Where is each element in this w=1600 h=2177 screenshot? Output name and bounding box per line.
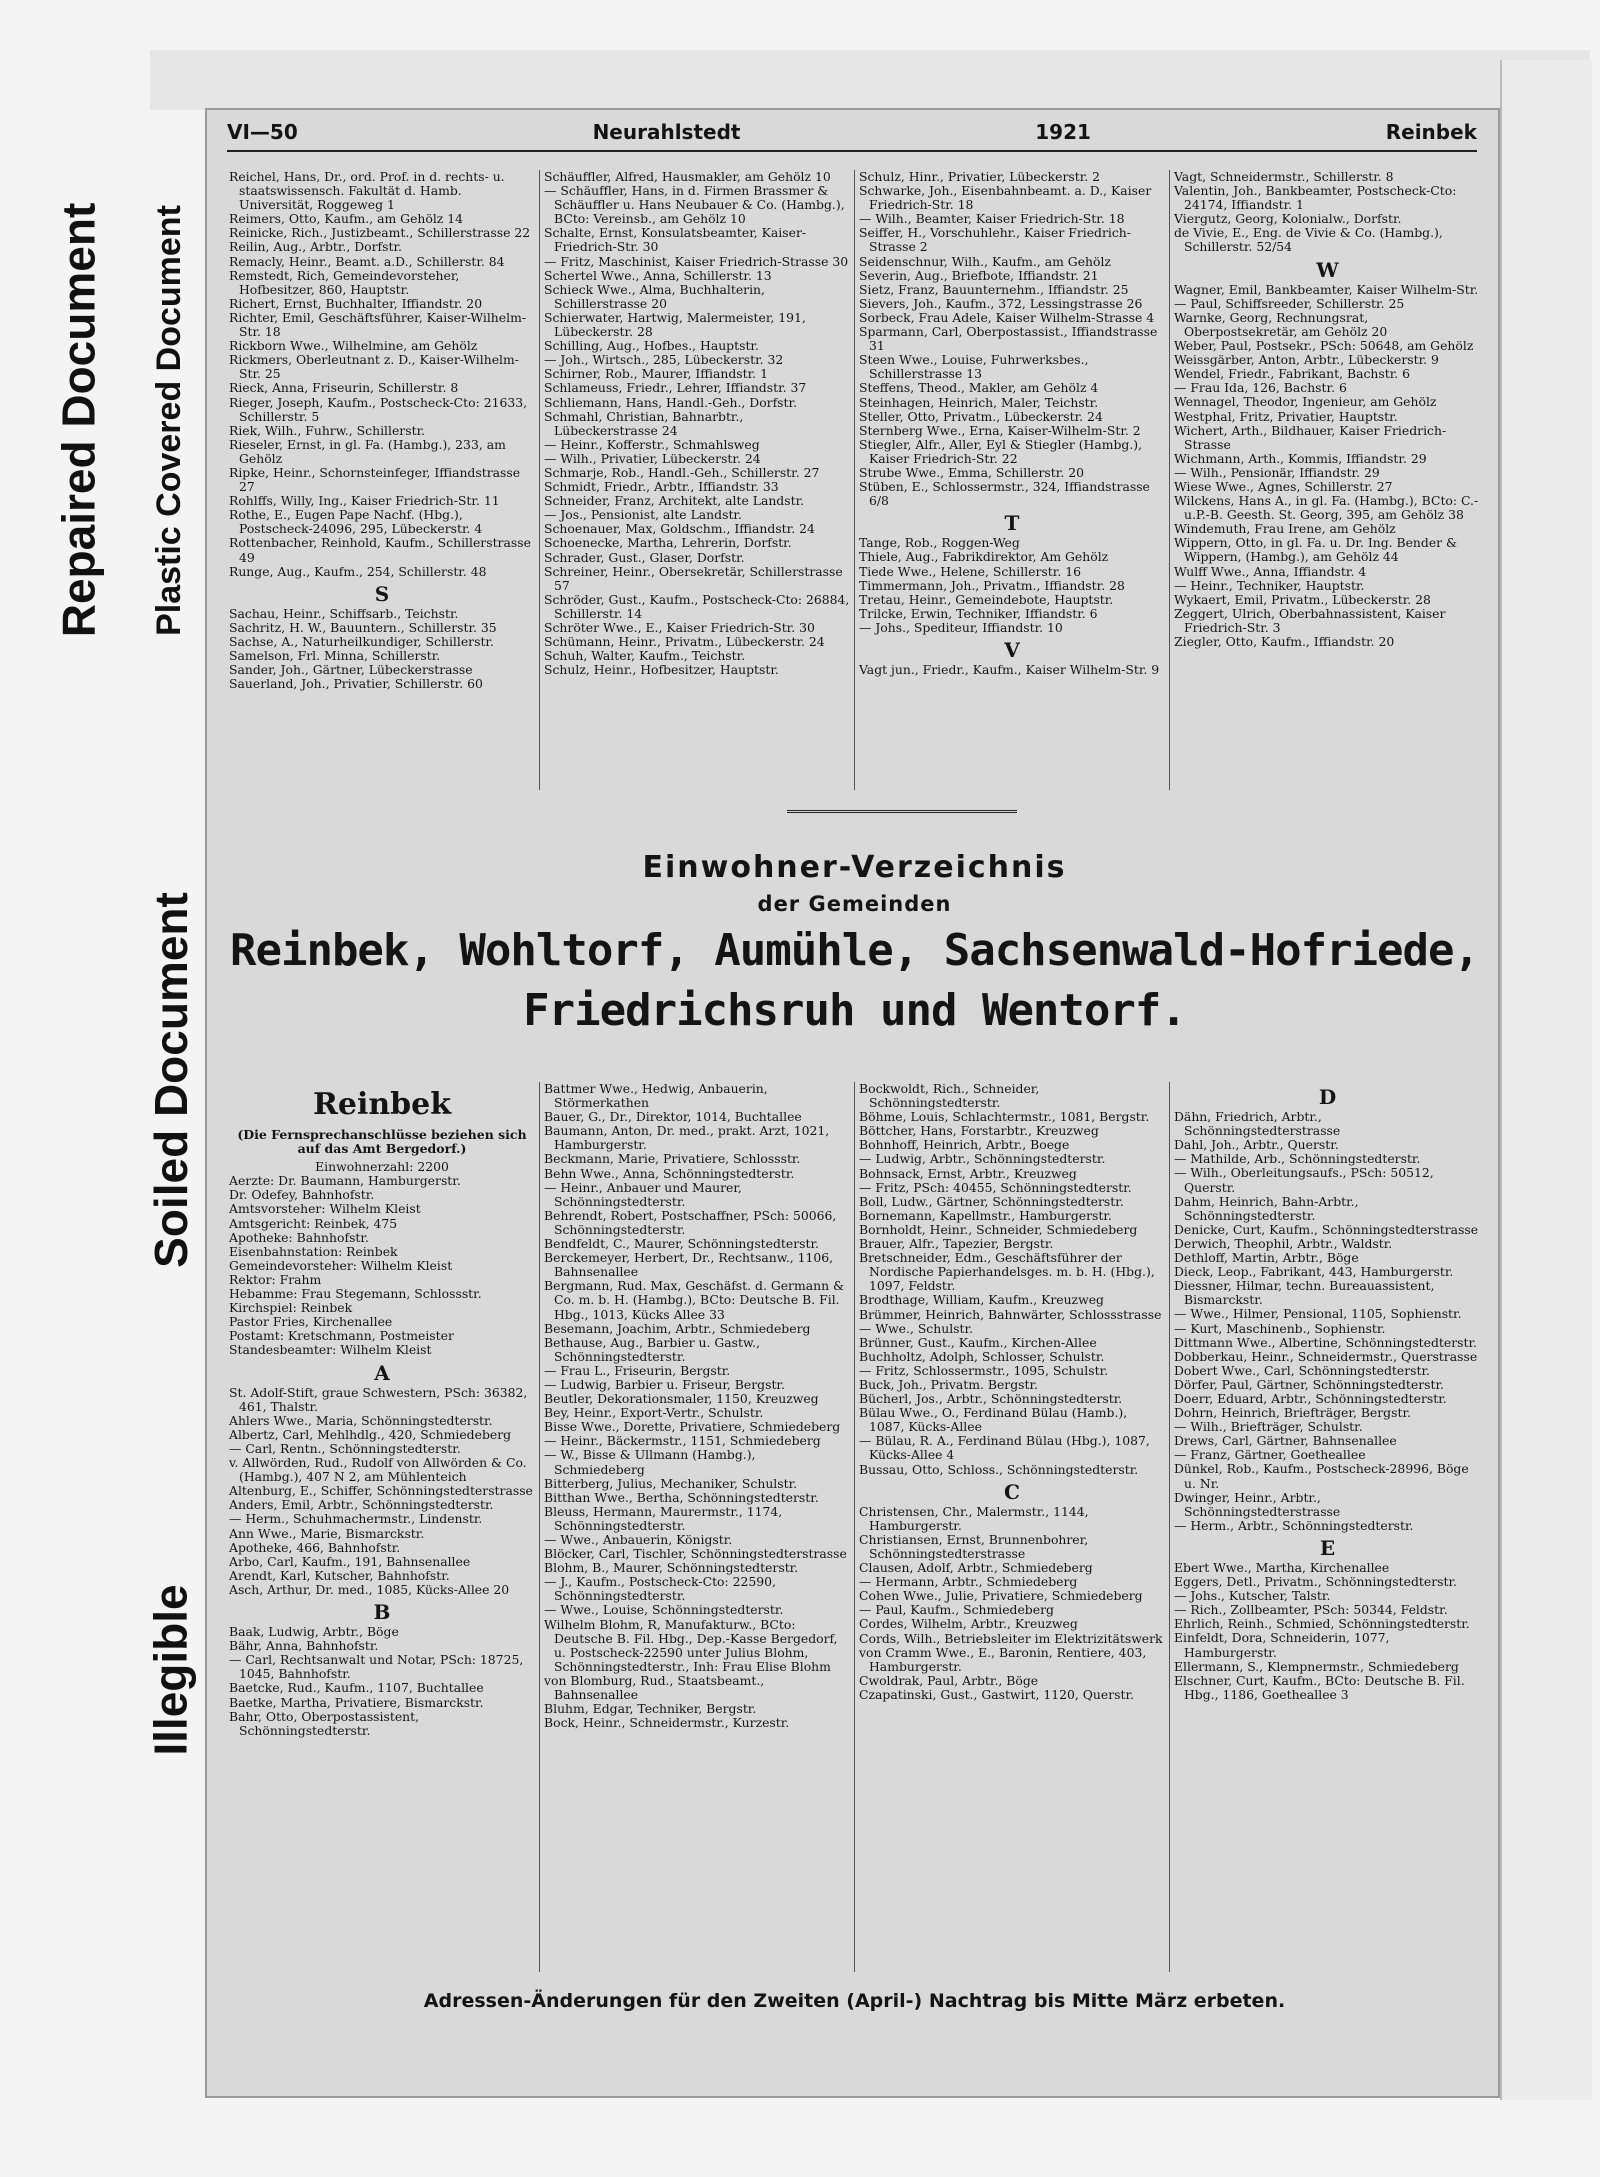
directory-entry: — Carl, Rentn., Schönningstedterstr.: [229, 1440, 461, 1456]
directory-entry: Schuh, Walter, Kaufm., Teichstr.: [544, 648, 746, 664]
directory-entry: — Schäuffler, Hans, in d. Firmen Brassmer & Schäuffler u. Hans Neubauer & Co. (Hambg.), BCto: Vereinsb., am Gehölz 10: [544, 183, 845, 227]
letter-heading: V: [1004, 638, 1020, 662]
directory-entry: Sievers, Joh., Kaufm., 372, Lessingstrasse 26: [859, 295, 1143, 311]
entry-list: [229, 607, 535, 692]
directory-entry: Richter, Emil, Geschäftsführer, Kaiser-Wilhelm-Str. 18: [229, 309, 527, 340]
directory-entry: — Wilh., Oberleitungsaufs., PSch: 50512, Querstr.: [1174, 1165, 1434, 1195]
entry-list: [859, 536, 1165, 635]
directory-entry: Riek, Wilh., Fuhrw., Schillerstr.: [229, 422, 426, 438]
directory-entry: Schulz, Heinr., Hofbesitzer, Hauptstr.: [544, 662, 779, 678]
letter-heading: C: [1004, 1479, 1020, 1504]
directory-entry: Asch, Arthur, Dr. med., 1085, Kücks-Allee 20: [229, 1581, 510, 1597]
directory-entry: Derwich, Theophil, Arbtr., Waldstr.: [1174, 1235, 1393, 1251]
directory-entry: St. Adolf-Stift, graue Schwestern, PSch: 36382, 461, Thalstr.: [229, 1384, 528, 1414]
directory-entry: Weissgärber, Anton, Arbtr., Lübeckerstr. 9: [1174, 352, 1439, 368]
directory-entry: Schreiner, Heinr., Obersekretär, Schillerstrasse 57: [544, 563, 843, 593]
directory-entry: Sachritz, H. W., Bauuntern., Schillerstr. 35: [229, 619, 497, 635]
directory-entry: Bücherl, Jos., Arbtr., Schönningstedterstr.: [859, 1391, 1123, 1407]
directory-entry: Seidenschnur, Wilh., Kaufm., am Gehölz: [859, 253, 1111, 269]
directory-entry: Rottenbacher, Reinhold, Kaufm., Schillerstrasse 49: [229, 535, 531, 565]
directory-entry: Rickborn Wwe., Wilhelmine, am Gehölz: [229, 338, 478, 354]
directory-entry: Schümann, Heinr., Privatm., Lübeckerstr. 24: [544, 634, 825, 650]
illegible-label: [138, 1470, 204, 1870]
top-columns: [225, 170, 1485, 790]
repaired-label: [38, 140, 118, 700]
directory-entry: Schieck Wwe., Alma, Buchhalterin, Schillerstrasse 20: [544, 281, 765, 311]
directory-entry: — Franz, Gärtner, Goetheallee: [1174, 1447, 1366, 1463]
directory-entry: Bohnhoff, Heinrich, Arbtr., Boege: [859, 1137, 1070, 1153]
directory-entry: Dethloff, Martin, Arbtr., Böge: [1174, 1250, 1359, 1266]
directory-entry: Steller, Otto, Privatm., Lübeckerstr. 24: [859, 408, 1103, 424]
directory-entry: Eisenbahnstation: Reinbek: [229, 1243, 398, 1259]
directory-entry: von Cramm Wwe., E., Baronin, Rentiere, 403, Hamburgerstr.: [859, 1644, 1147, 1674]
directory-entry: Beutler, Dekorationsmaler, 1150, Kreuzweg: [544, 1391, 819, 1407]
directory-entry: — Jos., Pensionist, alte Landstr.: [544, 507, 742, 523]
directory-entry: Dobert Wwe., Carl, Schönningstedterstr.: [1174, 1362, 1430, 1378]
directory-entry: Weber, Paul, Postsekr., PSch: 50648, am Gehölz: [1174, 338, 1474, 354]
directory-entry: Sander, Joh., Gärtner, Lübeckerstrasse: [229, 662, 473, 678]
directory-entry: Dünkel, Rob., Kaufm., Postscheck-28996, Böge u. Nr.: [1174, 1461, 1469, 1491]
directory-entry: Remstedt, Rich, Gemeindevorsteher, Hofbesitzer, 860, Hauptstr.: [229, 267, 460, 297]
directory-entry: Dahl, Joh., Arbtr., Querstr.: [1174, 1137, 1339, 1153]
footer-notice: Adressen-Änderungen für den Zweiten (April-) Nachtrag bis Mitte März erbeten.: [423, 1990, 1286, 2012]
bottom-column-4: [1170, 1082, 1485, 1972]
directory-entry: — Fritz, PSch: 40455, Schönningstedterstr.: [859, 1179, 1132, 1195]
directory-entry: Böhme, Louis, Schlachtermstr., 1081, Bergstr.: [859, 1109, 1150, 1125]
directory-entry: Schneider, Franz, Architekt, alte Landstr.: [544, 493, 805, 509]
directory-entry: Cwoldrak, Paul, Arbtr., Böge: [859, 1672, 1039, 1688]
directory-entry: Dieck, Leop., Fabrikant, 443, Hamburgerstr.: [1174, 1264, 1454, 1280]
bottom-column-1: [225, 1082, 540, 1972]
directory-entry: Bendfeldt, C., Maurer, Schönningstedterstr.: [544, 1236, 819, 1252]
directory-entry: Bussau, Otto, Schloss., Schönningstedterstr.: [859, 1461, 1139, 1477]
directory-entry: Ann Wwe., Marie, Bismarckstr.: [229, 1525, 425, 1541]
directory-entry: Westphal, Fritz, Privatier, Hauptstr.: [1174, 408, 1398, 424]
directory-entry: Blohm, B., Maurer, Schönningstedterstr.: [544, 1560, 799, 1576]
directory-entry: Berckemeyer, Herbert, Dr., Rechtsanw., 1106, Bahnsenallee: [544, 1250, 834, 1280]
directory-entry: — Wwe., Schulstr.: [859, 1320, 974, 1336]
directory-entry: Steffens, Theod., Makler, am Gehölz 4: [859, 380, 1099, 396]
directory-entry: Kirchspiel: Reinbek: [229, 1300, 353, 1316]
directory-entry: Wilhelm Blohm, R, Manufakturw., BCto: Deutsche B. Fil. Hbg., Dep.-Kasse Bergedorf, u. Postscheck-22590 unter Julius Blohm, Schönningstedterstr., Inh: Frau Elise Blohm: [544, 1616, 838, 1674]
page-top-strip: [150, 50, 1590, 110]
directory-entry: Baetke, Martha, Privatiere, Bismarckstr.: [229, 1694, 484, 1710]
directory-entry: Ehrlich, Reinh., Schmied, Schönningstedterstr.: [1174, 1616, 1470, 1632]
directory-entry: Clausen, Adolf, Arbtr., Schmiedeberg: [859, 1560, 1093, 1576]
entry-list: [1174, 1561, 1481, 1702]
directory-entry: Einfeldt, Dora, Schneiderin, 1077, Hamburgerstr.: [1174, 1630, 1390, 1660]
directory-entry: Ahlers Wwe., Maria, Schönningstedterstr.: [229, 1412, 493, 1428]
letter-heading: W: [1316, 257, 1339, 282]
directory-entry: Ripke, Heinr., Schornsteinfeger, Iffiandstrasse 27: [229, 464, 521, 495]
directory-entry: — Wilh., Beamter, Kaiser Friedrich-Str. 18: [859, 211, 1125, 227]
directory-entry: Schröter Wwe., E., Kaiser Friedrich-Str. 30: [544, 620, 815, 635]
directory-entry: Vagt jun., Friedr., Kaufm., Kaiser Wilhelm-Str. 9: [859, 662, 1160, 678]
directory-entry: — Joh., Wirtsch., 285, Lübeckerstr. 32: [544, 352, 784, 368]
entry-list: [544, 170, 850, 677]
directory-entry: Diessner, Hilmar, techn. Bureauassistent, Bismarckstr.: [1174, 1278, 1435, 1308]
directory-entry: Sachau, Heinr., Schiffsarb., Teichstr.: [229, 605, 459, 621]
directory-entry: — Heinr., Techniker, Hauptstr.: [1174, 577, 1365, 593]
directory-entry: Sorbeck, Frau Adele, Kaiser Wilhelm-Strasse 4: [859, 309, 1155, 325]
directory-entry: Schröder, Gust., Kaufm., Postscheck-Cto: 26884, Schillerstr. 14: [544, 591, 850, 621]
directory-entry: de Vivie, E., Eng. de Vivie & Co. (Hambg.), Schillerstr. 52/54: [1174, 225, 1443, 255]
bottom-column-3: [855, 1082, 1170, 1972]
directory-entry: Dr. Odefey, Bahnhofstr.: [229, 1187, 375, 1203]
soiled-text: Soiled Document: [145, 892, 197, 1268]
entry-list: [544, 1082, 850, 1730]
directory-entry: Stiegler, Alfr., Aller, Eyl & Stiegler (Hambg.), Kaiser Friedrich-Str. 22: [859, 436, 1143, 466]
directory-entry: Bitterberg, Julius, Mechaniker, Schulstr.: [544, 1475, 798, 1491]
directory-entry: Tiede Wwe., Helene, Schillerstr. 16: [859, 563, 1081, 579]
directory-entry: Wykaert, Emil, Privatm., Lübeckerstr. 28: [1174, 591, 1431, 607]
directory-entry: — Wwe., Louise, Schönningstedterstr.: [544, 1602, 784, 1618]
directory-entry: Remacly, Heinr., Beamt. a.D., Schillerstr. 84: [229, 253, 505, 269]
directory-entry: Gemeindevorsteher: Wilhelm Kleist: [229, 1257, 453, 1273]
directory-entry: — Wwe., Anbauerin, Königstr.: [544, 1532, 733, 1547]
page-header: [227, 114, 1477, 152]
directory-entry: Dittmann Wwe., Albertine, Schönningstedterstr.: [1174, 1334, 1477, 1350]
directory-entry: Anders, Emil, Arbtr., Schönningstedterstr.: [229, 1497, 494, 1513]
entry-list: [859, 170, 1165, 508]
directory-entry: — Wilh., Privatier, Lübeckerstr. 24: [544, 450, 761, 466]
directory-entry: Dörfer, Paul, Gärtner, Schönningstedterstr.: [1174, 1376, 1444, 1392]
directory-entry: — Frau Ida, 126, Bachstr. 6: [1174, 380, 1347, 396]
directory-entry: Buchholtz, Adolph, Schlosser, Schulstr.: [859, 1348, 1105, 1364]
phone-note: (Die Fernsprechanschlüsse beziehen sich auf das Amt Bergedorf.): [237, 1127, 527, 1157]
directory-entry: Bauer, G., Dr., Direktor, 1014, Buchtallee: [544, 1109, 802, 1125]
directory-entry: Elschner, Curt, Kaufm., BCto: Deutsche B. Fil. Hbg., 1186, Goetheallee 3: [1174, 1672, 1465, 1702]
directory-entry: Amtsvorsteher: Wilhelm Kleist: [229, 1201, 421, 1217]
municipalities-line-2: Friedrichsruh und Wentorf.: [523, 985, 1186, 1036]
directory-entry: Bethause, Aug., Barbier u. Gastw., Schönningstedterstr.: [544, 1334, 761, 1364]
entry-list: [229, 1625, 535, 1738]
town-heading: Reinbek: [312, 1087, 452, 1122]
directory-entry: Severin, Aug., Briefbote, Iffiandstr. 21: [859, 267, 1099, 283]
directory-entry: Bitthan Wwe., Bertha, Schönningstedterstr.: [544, 1489, 819, 1505]
entry-list: [859, 663, 1165, 677]
directory-entry: Seiffer, H., Vorschuhlehr., Kaiser Friedrich-Strasse 2: [859, 225, 1131, 255]
directory-entry: Windemuth, Frau Irene, am Gehölz: [1174, 521, 1396, 537]
directory-entry: Wiese Wwe., Agnes, Schillerstr. 27: [1174, 478, 1393, 494]
directory-entry: Dobberkau, Heinr., Schneidermstr., Querstrasse: [1174, 1348, 1478, 1364]
directory-entry: Baak, Ludwig, Arbtr., Böge: [229, 1624, 399, 1640]
directory-entry: Brünner, Gust., Kaufm., Kirchen-Allee: [859, 1334, 1097, 1350]
directory-entry: Bock, Heinr., Schneidermstr., Kurzestr.: [544, 1715, 790, 1731]
directory-entry: Amtsgericht: Reinbek, 475: [229, 1215, 398, 1231]
directory-entry: — Rich., Zollbeamter, PSch: 50344, Feldstr.: [1174, 1602, 1448, 1618]
directory-entry: von Blomburg, Rud., Staatsbeamt., Bahnsenallee: [544, 1672, 765, 1703]
directory-entry: Rektor: Frahm: [229, 1271, 322, 1287]
directory-entry: Rieseler, Ernst, in gl. Fa. (Hambg.), 233, am Gehölz: [229, 436, 506, 466]
directory-entry: Runge, Aug., Kaufm., 254, Schillerstr. 48: [229, 563, 487, 579]
directory-page: [205, 108, 1500, 2098]
illegible-text: Illegible: [145, 1584, 198, 1756]
directory-entry: Sternberg Wwe., Erna, Kaiser-Wilhelm-Str. 2: [859, 422, 1141, 438]
directory-entry: — Fritz, Maschinist, Kaiser Friedrich-Strasse 30: [544, 253, 849, 269]
header-section: Reinbek: [1385, 120, 1477, 144]
directory-entry: Schmarje, Rob., Handl.-Geh., Schillerstr. 27: [544, 464, 820, 480]
directory-entry: Wichmann, Arth., Kommis, Iffiandstr. 29: [1174, 450, 1427, 466]
directory-entry: — W., Bisse & Ullmann (Hambg.), Schmiedeberg: [544, 1447, 756, 1477]
directory-entry: Rieck, Anna, Friseurin, Schillerstr. 8: [229, 380, 459, 396]
letter-heading: S: [374, 581, 390, 606]
directory-entry: Bohnsack, Ernst, Arbtr., Kreuzweg: [859, 1165, 1077, 1181]
directory-entry: Schulz, Hinr., Privatier, Lübeckerstr. 2: [859, 170, 1101, 184]
population: Einwohnerzahl: 2200: [315, 1159, 449, 1175]
directory-entry: Valentin, Joh., Bankbeamter, Postscheck-Cto: 24174, Iffiandstr. 1: [1174, 183, 1457, 213]
top-column-2: [540, 170, 855, 790]
directory-entry: — Carl, Rechtsanwalt und Notar, PSch: 18725, 1045, Bahnhofstr.: [229, 1652, 524, 1682]
directory-entry: Standesbeamter: Wilhelm Kleist: [229, 1342, 432, 1358]
directory-entry: Ebert Wwe., Martha, Kirchenallee: [1174, 1560, 1390, 1575]
directory-entry: Brauer, Alfr., Tapezier, Bergstr.: [859, 1236, 1054, 1252]
municipalities-line-1: Reinbek, Wohltorf, Aumühle, Sachsenwald-Hofriede,: [229, 925, 1480, 976]
directory-entry: Bluhm, Edgar, Techniker, Bergstr.: [544, 1701, 757, 1717]
directory-entry: Arendt, Karl, Kutscher, Bahnhofstr.: [229, 1567, 450, 1583]
top-column-1: [225, 170, 540, 790]
directory-entry: Albertz, Carl, Mehlhdlg., 420, Schmiedeberg: [229, 1426, 512, 1442]
directory-entry: — Bülau, R. A., Ferdinand Bülau (Hbg.), 1087, Kücks-Allee 4: [859, 1433, 1150, 1463]
directory-entry: Bockwoldt, Rich., Schneider, Schönningstedterstr.: [859, 1082, 1040, 1111]
directory-entry: Stüben, E., Schlossermstr., 324, Iffiandstrasse 6/8: [859, 479, 1150, 509]
directory-entry: — Hermann, Arbtr., Schmiedeberg: [859, 1574, 1078, 1590]
directory-entry: Schertel Wwe., Anna, Schillerstr. 13: [544, 267, 772, 283]
directory-entry: Battmer Wwe., Hedwig, Anbauerin, Störmerkathen: [544, 1082, 768, 1111]
directory-entry: v. Allwörden, Rud., Rudolf von Allwörden & Co. (Hambg.), 407 N 2, am Mühlenteich: [229, 1455, 527, 1485]
directory-entry: — Kurt, Maschinenb., Sophienstr.: [1174, 1320, 1386, 1336]
directory-entry: — Herm., Arbtr., Schönningstedterstr.: [1174, 1517, 1414, 1533]
directory-entry: Denicke, Curt, Kaufm., Schönningstedterstrasse: [1174, 1221, 1479, 1237]
directory-entry: Baetcke, Rud., Kaufm., 1107, Buchtallee: [229, 1680, 484, 1696]
directory-title: Einwohner-Verzeichnis: [642, 850, 1067, 885]
directory-entry: Reinicke, Rich., Justizbeamt., Schillerstrasse 22: [229, 225, 531, 241]
directory-entry: Schirner, Rob., Maurer, Iffiandstr. 1: [544, 366, 768, 382]
directory-entry: Boll, Ludw., Gärtner, Schönningstedterstr.: [859, 1193, 1124, 1209]
directory-entry: Czapatinski, Gust., Gastwirt, 1120, Querstr.: [859, 1686, 1134, 1702]
directory-entry: Steen Wwe., Louise, Fuhrwerksbes., Schillerstrasse 13: [859, 352, 1089, 382]
entry-list: [1174, 283, 1481, 649]
directory-entry: Ziegler, Otto, Kaufm., Iffiandstr. 20: [1174, 634, 1395, 649]
directory-entry: Schmahl, Christian, Bahnarbtr., Lübeckerstrasse 24: [544, 408, 744, 438]
directory-entry: Dahm, Heinrich, Bahn-Arbtr., Schönningstedterstr.: [1174, 1193, 1359, 1223]
top-column-4: [1170, 170, 1485, 790]
directory-entry: Wendel, Friedr., Fabrikant, Bachstr. 6: [1174, 366, 1411, 382]
directory-entry: Vagt, Schneidermstr., Schillerstr. 8: [1174, 170, 1394, 184]
directory-entry: Viergutz, Georg, Kolonialw., Dorfstr.: [1174, 211, 1402, 227]
directory-entry: Schliemann, Hans, Handl.-Geh., Dorfstr.: [544, 394, 798, 410]
letter-heading: A: [374, 1360, 390, 1385]
directory-entry: Bahr, Otto, Oberpostassistent, Schönningstedterstr.: [229, 1708, 420, 1738]
directory-entry: Bülau Wwe., O., Ferdinand Bülau (Hamb.), 1087, Kücks-Allee: [859, 1405, 1128, 1435]
directory-entry: Postamt: Kretschmann, Postmeister: [229, 1328, 454, 1344]
directory-subtitle: der Gemeinden: [757, 892, 952, 916]
directory-entry: Blöcker, Carl, Tischler, Schönningstedterstrasse: [544, 1546, 847, 1562]
directory-entry: Tange, Rob., Roggen-Weg: [859, 535, 1020, 551]
directory-entry: Dähn, Friedrich, Arbtr., Schönningstedterstrasse: [1174, 1109, 1341, 1139]
directory-entry: Cordes, Wilhelm, Arbtr., Kreuzweg: [859, 1616, 1078, 1632]
directory-entry: Ellermann, S., Klempnermstr., Schmiedeberg: [1174, 1658, 1459, 1674]
directory-entry: Aerzte: Dr. Baumann, Hamburgerstr.: [229, 1173, 461, 1189]
entry-list: [229, 1174, 535, 1357]
directory-entry: Zeggert, Ulrich, Oberbahnassistent, Kaiser Friedrich-Str. 3: [1174, 605, 1446, 635]
directory-entry: — Frau L., Friseurin, Bergstr.: [544, 1362, 731, 1378]
directory-entry: Wagner, Emil, Bankbeamter, Kaiser Wilhelm-Str.: [1174, 281, 1479, 297]
directory-entry: Sietz, Franz, Bauunternehm., Iffiandstr. 25: [859, 281, 1129, 297]
entry-list: [859, 1505, 1165, 1702]
directory-entry: Altenburg, E., Schiffer, Schönningstedterstrasse: [229, 1483, 533, 1499]
directory-entry: Reimers, Otto, Kaufm., am Gehölz 14: [229, 211, 464, 227]
letter-heading: B: [373, 1600, 391, 1624]
directory-entry: Schierwater, Hartwig, Malermeister, 191, Lübeckerstr. 28: [544, 309, 806, 340]
directory-entry: Steinhagen, Heinrich, Maler, Teichstr.: [859, 394, 1099, 410]
directory-entry: Drews, Carl, Gärtner, Bahnsenallee: [1174, 1433, 1397, 1449]
directory-entry: Wichert, Arth., Bildhauer, Kaiser Friedrich-Strasse: [1174, 422, 1447, 452]
directory-entry: Brodthage, William, Kaufm., Kreuzweg: [859, 1292, 1104, 1308]
bottom-column-2: [540, 1082, 855, 1972]
directory-entry: Thiele, Aug., Fabrikdirektor, Am Gehölz: [859, 549, 1109, 565]
directory-entry: — Wwe., Hilmer, Pensional, 1105, Sophienstr.: [1174, 1306, 1462, 1322]
directory-entry: Samelson, Frl. Minna, Schillerstr.: [229, 648, 441, 664]
directory-entry: Schlameuss, Friedr., Lehrer, Iffiandstr. 37: [544, 380, 807, 396]
directory-entry: Bretschneider, Edm., Geschäftsführer der Nordische Papierhandelsges. m. b. H. (Hbg.), 1097, Feldstr.: [859, 1250, 1155, 1294]
directory-entry: — Heinr., Kofferstr., Schmahlsweg: [544, 436, 760, 452]
directory-entry: Schilling, Aug., Hofbes., Hauptstr.: [544, 338, 759, 354]
letter-heading: T: [1004, 511, 1020, 536]
directory-entry: Bergmann, Rud. Max, Geschäfst. d. Germann & Co. m. b. H. (Hambg.), BCto: Deutsche B. Fil. Hbg., 1013, Kücks Allee 33: [544, 1278, 845, 1322]
divider-rule: [787, 810, 1017, 813]
directory-entry: Schalte, Ernst, Konsulatsbeamter, Kaiser-Friedrich-Str. 30: [544, 225, 807, 255]
directory-entry: Besemann, Joachim, Arbtr., Schmiedeberg: [544, 1320, 811, 1336]
directory-entry: Schmidt, Friedr., Arbtr., Iffiandstr. 33: [544, 479, 779, 495]
directory-entry: — Ludwig, Arbtr., Schönningstedterstr.: [859, 1151, 1106, 1167]
directory-entry: — Paul, Kaufm., Schmiedeberg: [859, 1602, 1054, 1618]
directory-entry: — J., Kaufm., Postscheck-Cto: 22590, Schönningstedterstr.: [544, 1574, 776, 1604]
directory-entry: Schäuffler, Alfred, Hausmakler, am Gehölz 10: [544, 170, 831, 184]
directory-entry: Wulff Wwe., Anna, Iffiandstr. 4: [1174, 563, 1367, 579]
directory-entry: Schoenecke, Martha, Lehrerin, Dorfstr.: [544, 535, 792, 551]
entry-list: [1174, 1110, 1481, 1533]
directory-entry: Richert, Ernst, Buchhalter, Iffiandstr. 20: [229, 295, 483, 311]
directory-entry: — Johs., Spediteur, Iffiandstr. 10: [859, 619, 1063, 635]
soiled-label: [138, 740, 204, 1420]
directory-entry: Wippern, Otto, in gl. Fa. u. Dr. Ing. Bender & Wippern, (Hambg.), am Gehölz 44: [1174, 535, 1458, 565]
condition-labels: [38, 140, 208, 1756]
directory-entry: — Herm., Schuhmachermstr., Lindenstr.: [229, 1511, 483, 1527]
directory-entry: Sachse, A., Naturheilkundiger, Schillerstr.: [229, 634, 494, 649]
directory-entry: Cohen Wwe., Julie, Privatiere, Schmiedeberg: [859, 1588, 1143, 1604]
directory-entry: Reilin, Aug., Arbtr., Dorfstr.: [229, 239, 402, 255]
directory-entry: Baumann, Anton, Dr. med., prakt. Arzt, 1021, Hamburgerstr.: [544, 1123, 830, 1153]
directory-entry: — Wilh., Briefträger, Schulstr.: [1174, 1419, 1363, 1435]
bottom-columns: [225, 1082, 1485, 1972]
directory-entry: Strube Wwe., Emma, Schillerstr. 20: [859, 464, 1084, 480]
directory-entry: — Johs., Kutscher, Talstr.: [1174, 1588, 1331, 1604]
directory-entry: — Mathilde, Arb., Schönningstedterstr.: [1174, 1151, 1421, 1167]
directory-entry: Bornholdt, Heinr., Schneider, Schmiedeberg: [859, 1221, 1138, 1237]
top-column-3: [855, 170, 1170, 790]
directory-entry: Beckmann, Marie, Privatiere, Schlossstr.: [544, 1151, 801, 1167]
plastic-label: [138, 140, 200, 700]
directory-entry: — Wilh., Pensionär, Iffiandstr. 29: [1174, 464, 1380, 480]
letter-heading: E: [1319, 1535, 1336, 1560]
directory-entry: Dohrn, Heinrich, Briefträger, Bergstr.: [1174, 1405, 1411, 1421]
letter-heading: D: [1318, 1085, 1337, 1109]
directory-entry: Sparmann, Carl, Oberpostassist., Iffiandstrasse 31: [859, 324, 1158, 354]
entry-list: [859, 1082, 1165, 1477]
directory-entry: Apotheke: Bahnhofstr.: [229, 1229, 369, 1245]
directory-entry: Doerr, Eduard, Arbtr., Schönningstedterstr.: [1174, 1390, 1447, 1406]
directory-entry: Cords, Wilh., Betriebsleiter im Elektrizitätswerk: [859, 1630, 1163, 1646]
directory-entry: Buck, Joh., Privatm. Bergstr.: [859, 1376, 1038, 1392]
entry-list: [229, 1386, 535, 1597]
directory-entry: — Paul, Schiffsreeder, Schillerstr. 25: [1174, 295, 1405, 311]
directory-entry: Warnke, Georg, Rechnungsrat, Oberpostsekretär, am Gehölz 20: [1174, 309, 1388, 339]
directory-entry: Schwarke, Joh., Eisenbahnbeamt. a. D., Kaiser Friedrich-Str. 18: [859, 183, 1152, 213]
directory-entry: — Fritz, Schlossermstr., 1095, Schulstr.: [859, 1362, 1109, 1378]
entry-list: [229, 170, 535, 579]
directory-entry: — Heinr., Anbauer und Maurer, Schönningstedterstr.: [544, 1179, 742, 1209]
directory-entry: Schoenauer, Max, Goldschm., Iffiandstr. 24: [544, 521, 815, 537]
header-place: Neurahlstedt: [592, 120, 741, 144]
directory-entry: Behrendt, Robert, Postschaffner, PSch: 50066, Schönningstedterstr.: [544, 1207, 837, 1237]
directory-entry: Bähr, Anna, Bahnhofstr.: [229, 1638, 379, 1654]
directory-entry: Rothe, E., Eugen Pape Nachf. (Hbg.), Postscheck-24096, 295, Lübeckerstr. 4: [229, 507, 483, 537]
page-number: VI—50: [227, 120, 298, 144]
directory-entry: Böttcher, Hans, Forstarbtr., Kreuzweg: [859, 1123, 1099, 1139]
plastic-text: Plastic Covered Document: [149, 204, 188, 636]
directory-entry: Brümmer, Heinrich, Bahnwärter, Schlossstrasse: [859, 1306, 1162, 1322]
directory-entry: Hebamme: Frau Stegemann, Schlossstr.: [229, 1286, 482, 1302]
directory-entry: Bisse Wwe., Dorette, Privatiere, Schmiedeberg: [544, 1419, 841, 1435]
directory-entry: Rohlffs, Willy, Ing., Kaiser Friedrich-Str. 11: [229, 493, 500, 509]
page-edge: [1500, 60, 1592, 2100]
directory-entry: Sauerland, Joh., Privatier, Schillerstr. 60: [229, 676, 483, 692]
directory-entry: — Heinr., Bäckermstr., 1151, Schmiedeberg: [544, 1433, 821, 1449]
header-year: 1921: [1035, 120, 1091, 144]
directory-entry: Christensen, Chr., Malermstr., 1144, Hamburgerstr.: [859, 1503, 1089, 1533]
directory-entry: Rickmers, Oberleutnant z. D., Kaiser-Wilhelm-Str. 25: [229, 352, 519, 382]
repaired-text: Repaired Document: [52, 202, 104, 638]
directory-entry: Pastor Fries, Kirchenallee: [229, 1314, 393, 1330]
directory-entry: Bornemann, Kapellmstr., Hamburgerstr.: [859, 1207, 1112, 1223]
directory-entry: Timmermann, Joh., Privatm., Iffiandstr. 28: [859, 577, 1125, 593]
directory-entry: Christiansen, Ernst, Brunnenbohrer, Schönningstedterstrasse: [859, 1531, 1089, 1561]
directory-entry: — Ludwig, Barbier u. Friseur, Bergstr.: [544, 1376, 785, 1392]
directory-entry: Eggers, Detl., Privatm., Schönningstedterstr.: [1174, 1574, 1457, 1590]
directory-entry: Tretau, Heinr., Gemeindebote, Hauptstr.: [859, 591, 1114, 607]
directory-entry: Trilcke, Erwin, Techniker, Iffiandstr. 6: [859, 605, 1098, 621]
directory-entry: Rieger, Joseph, Kaufm., Postscheck-Cto: 21633, Schillerstr. 5: [229, 394, 528, 424]
directory-entry: Reichel, Hans, Dr., ord. Prof. in d. rechts- u. staatswissensch. Fakultät d. Hamb. Universität, Roggeweg 1: [229, 170, 505, 213]
directory-entry: Dwinger, Heinr., Arbtr., Schönningstedterstrasse: [1174, 1489, 1341, 1519]
directory-entry: Arbo, Carl, Kaufm., 191, Bahnsenallee: [229, 1553, 471, 1569]
directory-entry: Wennagel, Theodor, Ingenieur, am Gehölz: [1174, 394, 1437, 410]
directory-entry: Apotheke, 466, Bahnhofstr.: [229, 1539, 401, 1555]
directory-entry: Schrader, Gust., Glaser, Dorfstr.: [544, 549, 745, 565]
directory-entry: Bleuss, Hermann, Maurermstr., 1174, Schönningstedterstr.: [544, 1503, 783, 1533]
entry-list: [1174, 170, 1481, 255]
directory-entry: Bey, Heinr., Export-Vertr., Schulstr.: [544, 1405, 764, 1421]
directory-entry: Behn Wwe., Anna, Schönningstedterstr.: [544, 1165, 795, 1181]
directory-entry: Wilckens, Hans A., in gl. Fa. (Hambg.), BCto: C.-u.P.-B. Geesth. St. Georg, 395, am Gehölz 38: [1174, 493, 1479, 523]
